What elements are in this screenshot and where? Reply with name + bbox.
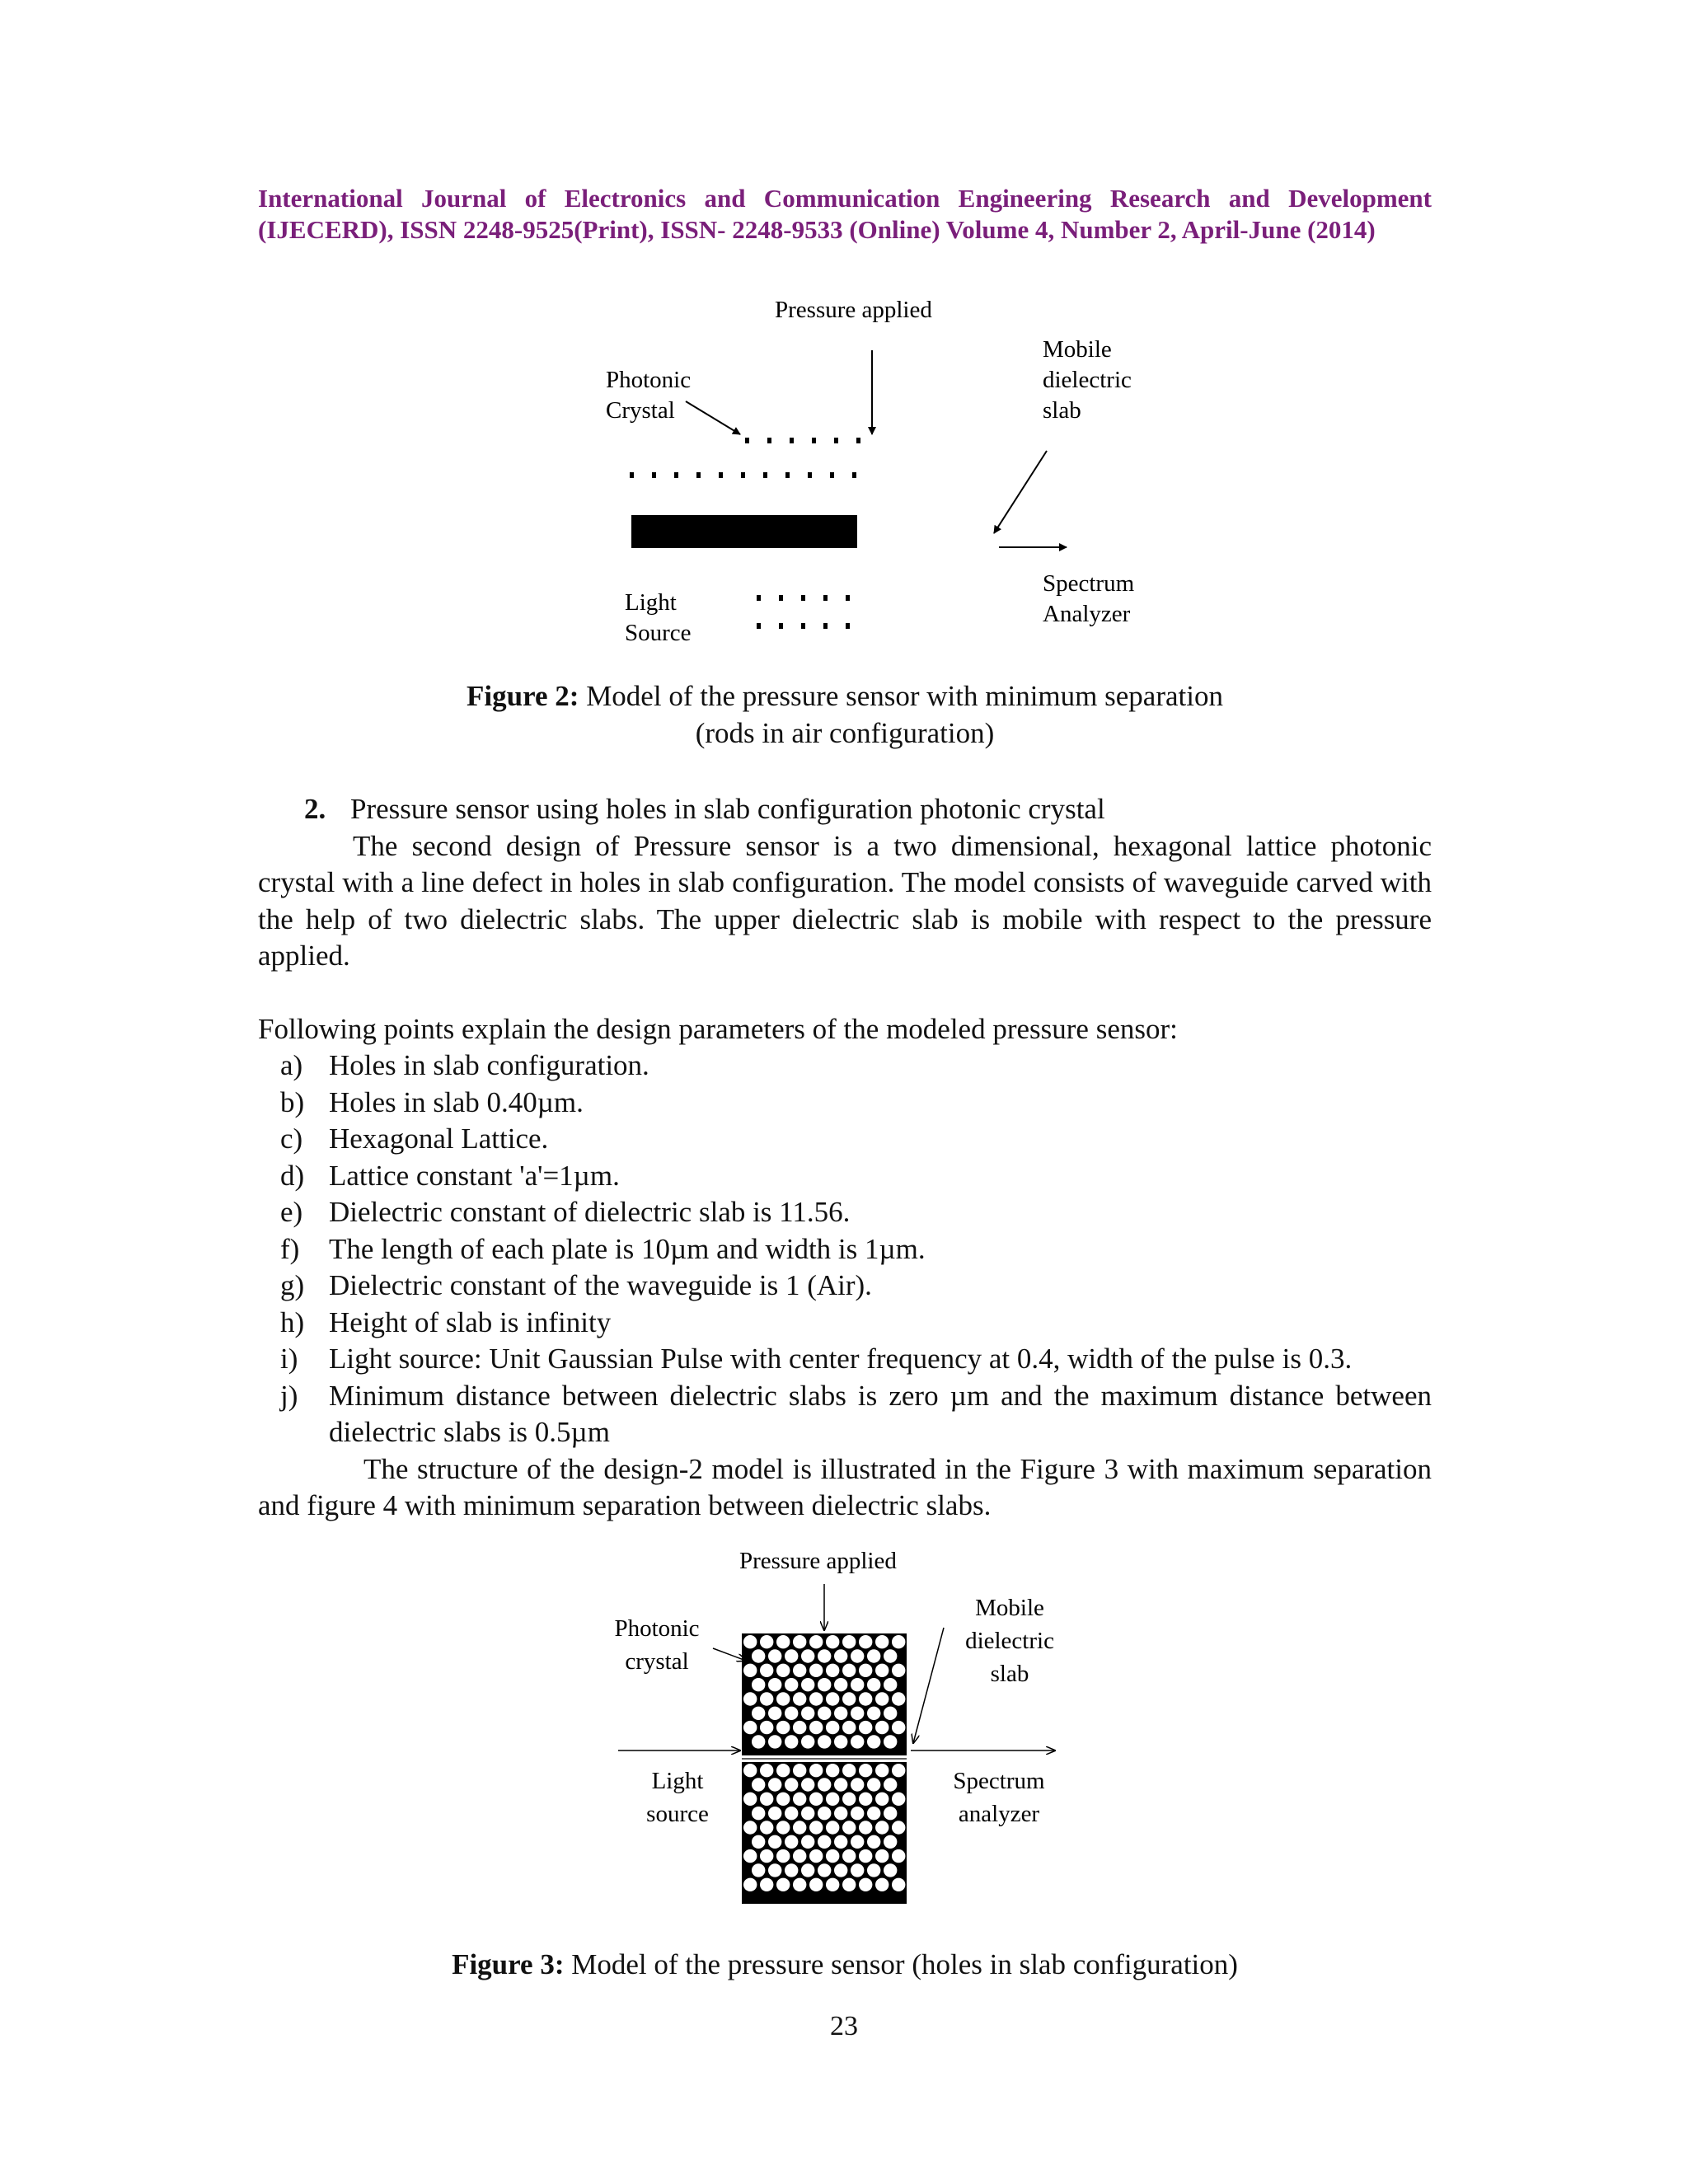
figure-2-caption bbox=[258, 677, 1432, 752]
lattice-hole bbox=[875, 1849, 889, 1863]
list-item: d) Lattice constant 'a'=1µm. bbox=[280, 1159, 620, 1192]
lattice-hole bbox=[867, 1807, 880, 1820]
lattice-hole bbox=[842, 1692, 856, 1705]
fig3-light-line1: Light bbox=[651, 1768, 704, 1794]
fig3-mobile-arrow bbox=[913, 1628, 944, 1743]
lattice-hole bbox=[826, 1849, 839, 1863]
fig3-mobile-line3: slab bbox=[990, 1661, 1029, 1687]
lattice-hole bbox=[785, 1778, 798, 1791]
lattice-hole bbox=[793, 1764, 806, 1777]
lattice-hole bbox=[776, 1635, 790, 1648]
fig2-light-line1: Light bbox=[625, 589, 677, 616]
lattice-hole bbox=[743, 1793, 757, 1806]
lattice-hole bbox=[859, 1721, 872, 1734]
list-item: e) Dielectric constant of dielectric slab is 11.56. bbox=[280, 1196, 851, 1228]
lattice-hole bbox=[785, 1649, 798, 1662]
lattice-hole bbox=[892, 1793, 905, 1806]
journal-header-line1: International Journal of Electronics and Communication Engineering Research and Development bbox=[258, 184, 1432, 213]
lattice-hole bbox=[892, 1878, 905, 1891]
fig2-photonic-line2: Crystal bbox=[606, 397, 675, 424]
lattice-hole bbox=[851, 1863, 864, 1877]
lattice-hole bbox=[842, 1664, 856, 1677]
lattice-hole bbox=[834, 1735, 847, 1748]
fig3-photonic-arrow bbox=[713, 1648, 746, 1661]
list-item: i) Light source: Unit Gaussian Pulse with center frequency at 0.4, width of the pulse is 0.3. bbox=[280, 1343, 1353, 1375]
lattice-hole bbox=[834, 1835, 847, 1849]
section-2-heading bbox=[258, 791, 1432, 828]
section-2-number: 2. bbox=[304, 793, 326, 825]
lattice-hole bbox=[826, 1764, 839, 1777]
lattice-hole bbox=[851, 1678, 864, 1691]
lattice-hole bbox=[826, 1721, 839, 1734]
lattice-hole bbox=[743, 1764, 757, 1777]
lattice-hole bbox=[760, 1664, 773, 1677]
lattice-hole bbox=[834, 1778, 847, 1791]
section-2-title: Pressure sensor using holes in slab configuration photonic crystal bbox=[350, 793, 1105, 825]
lattice-hole bbox=[859, 1821, 872, 1834]
lattice-hole bbox=[867, 1835, 880, 1849]
lattice-hole bbox=[752, 1835, 765, 1849]
lattice-hole bbox=[801, 1778, 814, 1791]
lattice-hole bbox=[785, 1707, 798, 1720]
lattice-hole bbox=[892, 1664, 905, 1677]
fig2-pressure-label: Pressure applied bbox=[775, 297, 932, 323]
fig2-spectrum-line1: Spectrum bbox=[1043, 570, 1135, 597]
lattice-hole bbox=[801, 1707, 814, 1720]
lattice-hole bbox=[818, 1835, 831, 1849]
lattice-hole bbox=[809, 1764, 823, 1777]
fig3-photonic-line1: Photonic bbox=[614, 1615, 700, 1642]
lattice-hole bbox=[826, 1821, 839, 1834]
lattice-hole bbox=[809, 1635, 823, 1648]
lattice-hole bbox=[785, 1678, 798, 1691]
lattice-hole bbox=[776, 1849, 790, 1863]
lattice-hole bbox=[809, 1692, 823, 1705]
lattice-hole bbox=[826, 1664, 839, 1677]
lattice-hole bbox=[818, 1649, 831, 1662]
lattice-hole bbox=[826, 1878, 839, 1891]
lattice-hole bbox=[859, 1692, 872, 1705]
lattice-hole bbox=[768, 1707, 781, 1720]
lattice-hole bbox=[842, 1849, 856, 1863]
lattice-hole bbox=[851, 1835, 864, 1849]
lattice-hole bbox=[867, 1707, 880, 1720]
lattice-hole bbox=[875, 1721, 889, 1734]
lattice-hole bbox=[818, 1863, 831, 1877]
lattice-hole bbox=[793, 1849, 806, 1863]
fig2-dielectric-slab bbox=[631, 515, 857, 548]
lattice-hole bbox=[867, 1678, 880, 1691]
journal-header-line2: (IJECERD), ISSN 2248-9525(Print), ISSN- 2248-9533 (Online) Volume 4, Number 2, April-June (2014) bbox=[258, 215, 1376, 244]
lattice-hole bbox=[793, 1793, 806, 1806]
fig2-caption-line1: Model of the pressure sensor with minimum separation bbox=[579, 680, 1223, 712]
fig2-light-line2: Source bbox=[625, 620, 692, 646]
lattice-hole bbox=[743, 1878, 757, 1891]
lattice-hole bbox=[892, 1721, 905, 1734]
section-2-paragraph-2: The structure of the design-2 model is illustrated in the Figure 3 with maximum separation and figure 4 with minimum separation between dielectric slabs. bbox=[258, 1452, 1432, 1521]
lattice-hole bbox=[793, 1664, 806, 1677]
lattice-hole bbox=[875, 1821, 889, 1834]
design-parameters-list bbox=[258, 1047, 1432, 1451]
lattice-hole bbox=[842, 1878, 856, 1891]
lattice-hole bbox=[743, 1692, 757, 1705]
lattice-hole bbox=[760, 1721, 773, 1734]
lattice-hole bbox=[809, 1721, 823, 1734]
lattice-hole bbox=[793, 1692, 806, 1705]
lattice-hole bbox=[776, 1764, 790, 1777]
lattice-hole bbox=[793, 1721, 806, 1734]
fig2-mobile-arrow bbox=[994, 451, 1047, 533]
fig2-rods-row-3 bbox=[757, 595, 850, 601]
lattice-hole bbox=[818, 1707, 831, 1720]
list-item: a) Holes in slab configuration. bbox=[280, 1049, 649, 1081]
lattice-hole bbox=[785, 1835, 798, 1849]
lattice-hole bbox=[892, 1821, 905, 1834]
lattice-hole bbox=[842, 1793, 856, 1806]
fig2-mobile-line3: slab bbox=[1043, 397, 1081, 424]
fig3-mobile-line1: Mobile bbox=[975, 1595, 1044, 1621]
lattice-hole bbox=[768, 1735, 781, 1748]
lattice-hole bbox=[892, 1635, 905, 1648]
lattice-hole bbox=[851, 1649, 864, 1662]
lattice-hole bbox=[834, 1707, 847, 1720]
lattice-hole bbox=[809, 1793, 823, 1806]
list-item: h) Height of slab is infinity bbox=[280, 1305, 612, 1338]
lattice-hole bbox=[801, 1649, 814, 1662]
lattice-hole bbox=[809, 1664, 823, 1677]
lattice-hole bbox=[875, 1692, 889, 1705]
lattice-hole bbox=[834, 1807, 847, 1820]
lattice-hole bbox=[768, 1807, 781, 1820]
lattice-hole bbox=[793, 1878, 806, 1891]
lattice-hole bbox=[875, 1878, 889, 1891]
lattice-hole bbox=[867, 1735, 880, 1748]
lattice-hole bbox=[818, 1807, 831, 1820]
lattice-hole bbox=[760, 1821, 773, 1834]
lattice-hole bbox=[743, 1721, 757, 1734]
lattice-hole bbox=[793, 1635, 806, 1648]
lattice-hole bbox=[768, 1778, 781, 1791]
lattice-hole bbox=[785, 1735, 798, 1748]
lattice-hole bbox=[801, 1863, 814, 1877]
lattice-hole bbox=[842, 1764, 856, 1777]
lattice-hole bbox=[743, 1849, 757, 1863]
fig3-light-line2: source bbox=[646, 1801, 709, 1827]
lattice-hole bbox=[801, 1735, 814, 1748]
lattice-hole bbox=[818, 1678, 831, 1691]
fig3-spectrum-line2: analyzer bbox=[958, 1801, 1040, 1827]
fig3-mobile-line2: dielectric bbox=[965, 1628, 1054, 1654]
lattice-hole bbox=[743, 1664, 757, 1677]
lattice-hole bbox=[867, 1778, 880, 1791]
lattice-hole bbox=[801, 1807, 814, 1820]
list-item: f) The length of each plate is 10µm and width is 1µm. bbox=[280, 1232, 926, 1265]
lattice-hole bbox=[752, 1807, 765, 1820]
lattice-hole bbox=[884, 1863, 897, 1877]
lattice-hole bbox=[892, 1764, 905, 1777]
page-number: 23 bbox=[830, 2011, 858, 2041]
lattice-hole bbox=[859, 1793, 872, 1806]
lattice-hole bbox=[851, 1778, 864, 1791]
lattice-hole bbox=[875, 1764, 889, 1777]
lattice-hole bbox=[801, 1835, 814, 1849]
lattice-hole bbox=[752, 1678, 765, 1691]
lattice-hole bbox=[875, 1793, 889, 1806]
fig3-spectrum-line1: Spectrum bbox=[953, 1768, 1045, 1794]
lattice-hole bbox=[760, 1635, 773, 1648]
lattice-hole bbox=[776, 1692, 790, 1705]
section-2 bbox=[258, 791, 1432, 1525]
fig2-photonic-arrow bbox=[686, 401, 740, 434]
lattice-hole bbox=[760, 1692, 773, 1705]
fig2-rods-row-1 bbox=[745, 438, 860, 443]
lattice-hole bbox=[776, 1721, 790, 1734]
journal-header bbox=[258, 183, 1432, 246]
lattice-hole bbox=[826, 1692, 839, 1705]
list-item: b) Holes in slab 0.40µm. bbox=[280, 1085, 584, 1118]
lattice-hole bbox=[760, 1878, 773, 1891]
lattice-hole bbox=[867, 1649, 880, 1662]
lattice-hole bbox=[785, 1863, 798, 1877]
lattice-hole bbox=[859, 1635, 872, 1648]
lattice-hole bbox=[851, 1807, 864, 1820]
lattice-hole bbox=[752, 1778, 765, 1791]
lattice-hole bbox=[859, 1849, 872, 1863]
lattice-hole bbox=[809, 1878, 823, 1891]
fig3-caption-text: Model of the pressure sensor (holes in slab configuration) bbox=[564, 1948, 1238, 1980]
lattice-hole bbox=[743, 1635, 757, 1648]
lattice-hole bbox=[826, 1793, 839, 1806]
lattice-hole bbox=[842, 1821, 856, 1834]
lattice-hole bbox=[809, 1821, 823, 1834]
lattice-hole bbox=[884, 1807, 897, 1820]
lattice-hole bbox=[875, 1635, 889, 1648]
fig3-lower-slab bbox=[742, 1762, 907, 1904]
lattice-hole bbox=[884, 1649, 897, 1662]
lattice-hole bbox=[851, 1735, 864, 1748]
fig2-mobile-line1: Mobile bbox=[1043, 336, 1112, 363]
fig2-rods-row-2 bbox=[630, 472, 856, 478]
lattice-hole bbox=[834, 1863, 847, 1877]
fig3-photonic-line2: crystal bbox=[625, 1648, 689, 1675]
lattice-hole bbox=[776, 1664, 790, 1677]
lattice-hole bbox=[768, 1835, 781, 1849]
lattice-hole bbox=[818, 1778, 831, 1791]
lattice-hole bbox=[818, 1735, 831, 1748]
lattice-hole bbox=[851, 1707, 864, 1720]
lattice-hole bbox=[884, 1735, 897, 1748]
lattice-hole bbox=[752, 1707, 765, 1720]
fig2-mobile-line2: dielectric bbox=[1043, 367, 1132, 393]
lattice-hole bbox=[793, 1821, 806, 1834]
section-2-paragraph-1: The second design of Pressure sensor is a two dimensional, hexagonal lattice photonic crystal with a line defect in holes in slab configuration. The model consists of waveguide carved with the help of two dielectric slabs. The upper dielectric slab is mobile with respect to the pressure applied. bbox=[258, 829, 1432, 972]
lattice-hole bbox=[801, 1678, 814, 1691]
fig2-caption-label: Figure 2: bbox=[467, 680, 579, 712]
lattice-hole bbox=[892, 1692, 905, 1705]
lattice-hole bbox=[842, 1635, 856, 1648]
lattice-hole bbox=[834, 1678, 847, 1691]
lattice-hole bbox=[859, 1664, 872, 1677]
fig3-caption-label: Figure 3: bbox=[452, 1948, 565, 1980]
lattice-hole bbox=[884, 1678, 897, 1691]
list-item: g) Dielectric constant of the waveguide is 1 (Air). bbox=[280, 1269, 872, 1301]
lattice-hole bbox=[752, 1863, 765, 1877]
lattice-hole bbox=[743, 1821, 757, 1834]
figure-3-diagram bbox=[577, 1541, 1104, 1929]
lattice-hole bbox=[892, 1849, 905, 1863]
lattice-hole bbox=[776, 1793, 790, 1806]
lattice-hole bbox=[859, 1764, 872, 1777]
lattice-hole bbox=[875, 1664, 889, 1677]
lattice-hole bbox=[867, 1863, 880, 1877]
section-2-intro: Following points explain the design parameters of the modeled pressure sensor: bbox=[258, 1012, 1178, 1045]
lattice-hole bbox=[842, 1721, 856, 1734]
fig2-rods-row-4 bbox=[757, 623, 850, 629]
lattice-hole bbox=[776, 1878, 790, 1891]
lattice-hole bbox=[884, 1707, 897, 1720]
list-item: j) Minimum distance between dielectric slabs is zero µm and the maximum distance between dielectric slabs is 0.5µm bbox=[280, 1379, 1432, 1448]
lattice-hole bbox=[809, 1849, 823, 1863]
fig2-photonic-line1: Photonic bbox=[606, 367, 692, 393]
lattice-hole bbox=[768, 1863, 781, 1877]
fig2-caption-line2: (rods in air configuration) bbox=[695, 717, 995, 749]
lattice-hole bbox=[884, 1835, 897, 1849]
lattice-hole bbox=[760, 1849, 773, 1863]
list-item: c) Hexagonal Lattice. bbox=[280, 1122, 549, 1155]
lattice-hole bbox=[884, 1778, 897, 1791]
lattice-hole bbox=[859, 1878, 872, 1891]
lattice-hole bbox=[752, 1649, 765, 1662]
lattice-hole bbox=[776, 1821, 790, 1834]
lattice-hole bbox=[752, 1735, 765, 1748]
lattice-hole bbox=[768, 1649, 781, 1662]
lattice-hole bbox=[760, 1793, 773, 1806]
lattice-hole bbox=[834, 1649, 847, 1662]
figure-2-diagram bbox=[577, 293, 1154, 655]
figure-3-caption bbox=[258, 1946, 1432, 1983]
fig2-spectrum-line2: Analyzer bbox=[1043, 601, 1131, 627]
fig3-upper-slab bbox=[742, 1633, 907, 1755]
lattice-hole bbox=[768, 1678, 781, 1691]
fig3-pressure-label: Pressure applied bbox=[739, 1548, 897, 1574]
lattice-hole bbox=[785, 1807, 798, 1820]
lattice-hole bbox=[826, 1635, 839, 1648]
lattice-hole bbox=[760, 1764, 773, 1777]
